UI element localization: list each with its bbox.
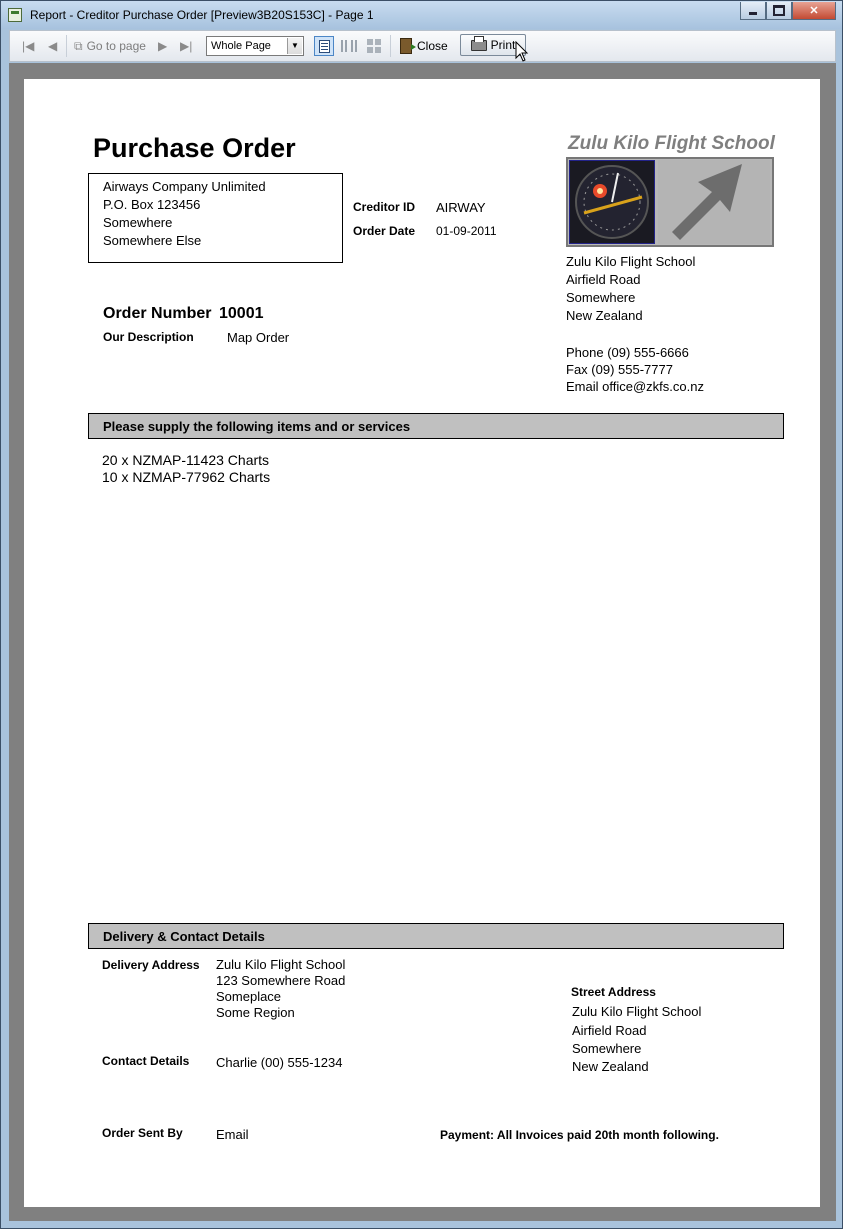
creditor-id-label: Creditor ID <box>353 200 416 214</box>
company-phone: Phone (09) 555-6666 <box>566 345 689 360</box>
delivery-section-header <box>88 923 784 949</box>
our-description-label: Our Description <box>103 330 194 344</box>
first-page-icon: |◀ <box>22 39 35 53</box>
street-address-label: Street Address <box>571 985 656 999</box>
printer-icon <box>471 40 487 51</box>
print-button-label: Print <box>490 38 516 52</box>
payment-terms: Payment: All Invoices paid 20th month following. <box>440 1128 719 1142</box>
contact-details-value: Charlie (00) 555-1234 <box>216 1055 343 1070</box>
order-sent-by-value: Email <box>216 1127 249 1142</box>
two-page-view-button[interactable] <box>339 36 359 56</box>
multi-page-icon <box>367 39 381 53</box>
chevron-down-icon[interactable]: ▼ <box>287 38 302 54</box>
company-brand-name: Zulu Kilo Flight School <box>568 133 775 154</box>
delivery-address-label: Delivery Address <box>102 958 200 972</box>
company-address-line: Somewhere <box>566 290 636 305</box>
creditor-id-value: AIRWAY <box>436 200 486 215</box>
delivery-address-line: Zulu Kilo Flight School <box>216 957 346 972</box>
mouse-cursor-icon <box>515 41 529 63</box>
order-item: 10 x NZMAP-77962 Charts <box>102 469 271 485</box>
delivery-address-line: Some Region <box>216 1005 295 1020</box>
title-bar[interactable] <box>1 1 842 29</box>
our-description-value: Map Order <box>227 330 290 345</box>
close-icon: ✕ <box>809 5 819 17</box>
single-page-icon <box>319 40 330 53</box>
items-section-header <box>88 413 784 439</box>
go-to-page-icon: ⧉ <box>74 38 83 53</box>
report-page <box>24 79 820 1207</box>
multi-page-view-button[interactable] <box>364 36 384 56</box>
company-address-line: Zulu Kilo Flight School <box>566 254 696 269</box>
order-date-label: Order Date <box>353 224 416 238</box>
close-window-button[interactable] <box>792 2 836 20</box>
company-address-line: Airfield Road <box>566 272 641 287</box>
delivery-section-title: Delivery & Contact Details <box>103 929 265 944</box>
order-date-value: 01-09-2011 <box>436 224 497 238</box>
supplier-address-line: Somewhere Else <box>103 233 202 248</box>
last-page-button[interactable] <box>180 31 192 61</box>
company-address-line: New Zealand <box>566 308 643 323</box>
next-page-icon: ▶ <box>158 39 168 53</box>
supplier-address-line: Somewhere <box>103 215 173 230</box>
street-address-line: Zulu Kilo Flight School <box>572 1004 702 1019</box>
previous-page-icon: ◀ <box>48 39 58 53</box>
document-title: Purchase Order <box>93 133 296 163</box>
company-email: Email office@zkfs.co.nz <box>566 379 704 394</box>
street-address-line: Somewhere <box>572 1041 642 1056</box>
delivery-address-line: Someplace <box>216 989 282 1004</box>
app-icon <box>8 8 22 22</box>
company-fax: Fax (09) 555-7777 <box>566 362 673 377</box>
order-item: 20 x NZMAP-11423 Charts <box>102 452 270 468</box>
supplier-address-line: P.O. Box 123456 <box>103 197 201 212</box>
order-sent-by-label: Order Sent By <box>102 1126 183 1140</box>
zoom-select-value: Whole Page <box>211 40 271 52</box>
window-title: Report - Creditor Purchase Order [Preview3B20S153C] - Page 1 <box>30 8 374 22</box>
maximize-button[interactable] <box>766 2 792 20</box>
next-page-button[interactable] <box>158 31 167 61</box>
arrow-icon <box>658 160 770 244</box>
go-to-page-label: Go to page <box>86 39 146 53</box>
first-page-button[interactable] <box>22 31 34 61</box>
single-page-view-button[interactable] <box>314 36 334 56</box>
last-page-icon: ▶| <box>180 39 193 53</box>
company-logo <box>566 157 774 247</box>
supplier-address-line: Airways Company Unlimited <box>103 179 266 194</box>
minimize-button[interactable] <box>740 2 766 20</box>
exit-door-icon <box>400 38 412 54</box>
supplier-address-box <box>88 173 343 263</box>
street-address-line: Airfield Road <box>572 1023 647 1038</box>
previous-page-button[interactable] <box>48 31 57 61</box>
order-number-value: 10001 <box>219 305 264 322</box>
delivery-address-line: 123 Somewhere Road <box>216 973 346 988</box>
order-number-label: Order Number <box>103 305 212 322</box>
close-button[interactable] <box>400 35 448 57</box>
attitude-indicator-icon <box>569 160 655 244</box>
zoom-select[interactable] <box>206 36 304 56</box>
maximize-icon <box>773 5 785 16</box>
minimize-icon <box>749 12 757 15</box>
street-address-line: New Zealand <box>572 1059 649 1074</box>
preview-toolbar <box>9 30 836 62</box>
two-page-icon <box>341 40 357 52</box>
go-to-page-button[interactable] <box>74 31 146 61</box>
preview-area[interactable] <box>9 63 836 1221</box>
items-section-title: Please supply the following items and or services <box>103 419 411 434</box>
contact-details-label: Contact Details <box>102 1054 190 1068</box>
close-button-label: Close <box>417 39 448 53</box>
